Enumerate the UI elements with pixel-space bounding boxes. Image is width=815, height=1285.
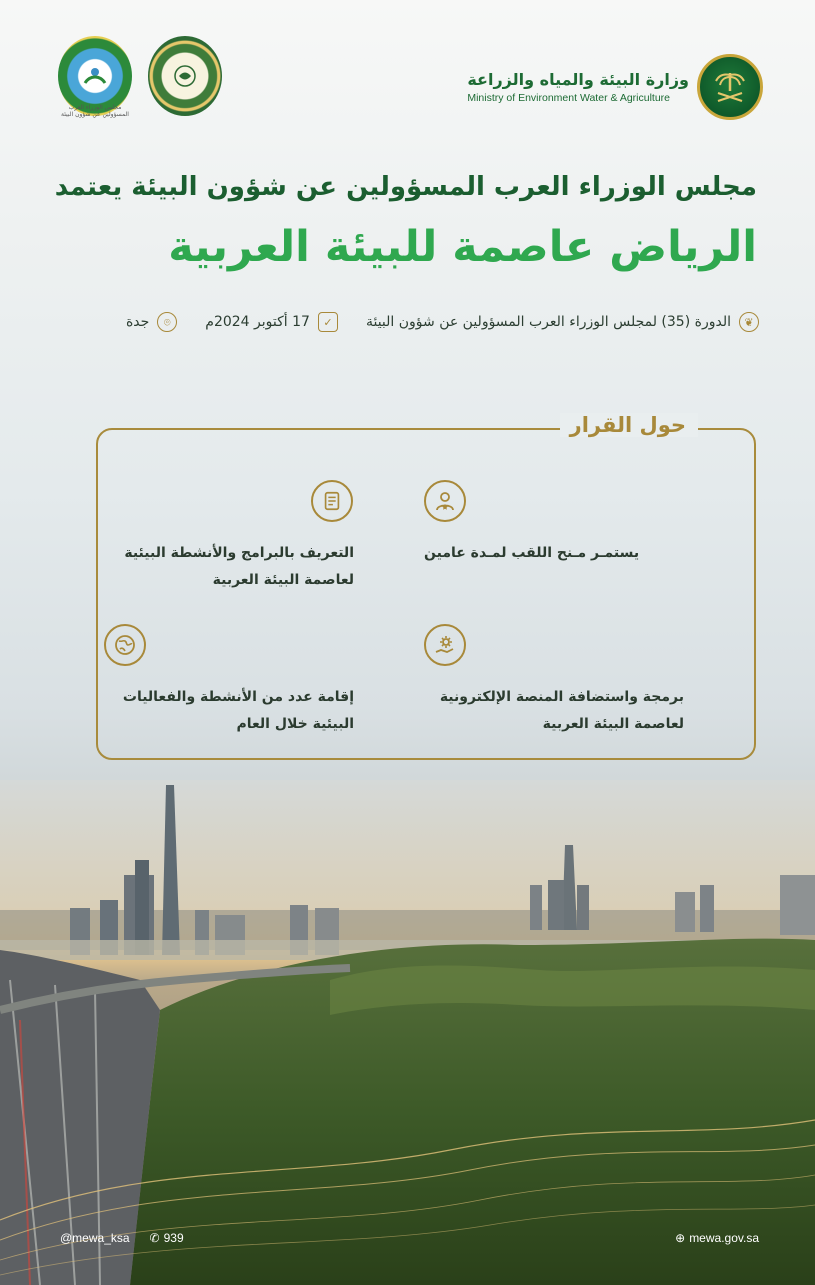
date-text: 17 أكتوبر 2024م	[205, 314, 310, 330]
footer	[56, 1231, 759, 1245]
feature-title-duration	[424, 480, 684, 567]
document-icon	[311, 480, 353, 522]
riyadh-skyline-forest-image	[0, 780, 815, 1285]
main-title: الرياض عاصمة للبيئة العربية	[168, 222, 757, 272]
decision-panel	[96, 413, 756, 760]
arab-league-seal-icon	[148, 36, 222, 116]
ministry-logo	[467, 54, 763, 120]
feature-programs	[104, 480, 354, 594]
phone-text: 939	[163, 1231, 184, 1245]
location-info	[126, 312, 177, 332]
website-text: mewa.gov.sa	[689, 1231, 759, 1245]
calendar-icon: ✓	[318, 312, 338, 332]
social-handle[interactable]	[56, 1231, 130, 1245]
feature-text: إقامة عدد من الأنشطة والفعاليات البيئية خلال العام	[122, 689, 354, 732]
feature-activities	[104, 624, 354, 738]
session-info	[366, 312, 759, 332]
date-info	[205, 312, 338, 332]
website-link[interactable]	[675, 1231, 759, 1245]
globe-icon: ⊕	[675, 1231, 686, 1245]
globe-icon	[104, 624, 146, 666]
feature-platform	[424, 624, 684, 738]
person-star-icon	[424, 480, 466, 522]
event-info-row	[96, 312, 759, 332]
feature-text: التعريف بالبرامج والأنشطة البيئية لعاصمة البيئة العربية	[124, 545, 354, 588]
leaf-icon: ❦	[739, 312, 759, 332]
location-pin-icon: ⌾	[157, 312, 177, 332]
social-handle-text: @mewa_ksa	[60, 1231, 130, 1245]
ministry-name-english: Ministry of Environment Water & Agriculture	[467, 92, 671, 104]
phone-number[interactable]	[150, 1231, 184, 1245]
feature-text: برمجة واستضافة المنصة الإلكترونية لعاصمة البيئة العربية	[439, 689, 684, 732]
gear-hand-icon	[424, 624, 466, 666]
session-text: الدورة (35) لمجلس الوزراء العرب المسؤولين عن شؤون البيئة	[365, 314, 731, 330]
headline: مجلس الوزراء العرب المسؤولين عن شؤون البيئة يعتمد	[54, 172, 757, 202]
feature-text: يستمـر مـنح اللقب لمـدة عامين	[424, 545, 640, 561]
decision-heading-wrap	[560, 413, 698, 437]
council-seal-caption: مجلس الوزراء العرب المسؤولين عن شؤون البيئة	[61, 104, 129, 118]
ministry-name-arabic: وزارة البيئة والمياه والزراعة	[467, 70, 689, 89]
decision-heading: حول القرار	[569, 413, 686, 437]
location-text: جدة	[125, 314, 150, 330]
phone-icon: ✆	[149, 1231, 160, 1245]
palm-swords-emblem-icon	[697, 54, 763, 120]
